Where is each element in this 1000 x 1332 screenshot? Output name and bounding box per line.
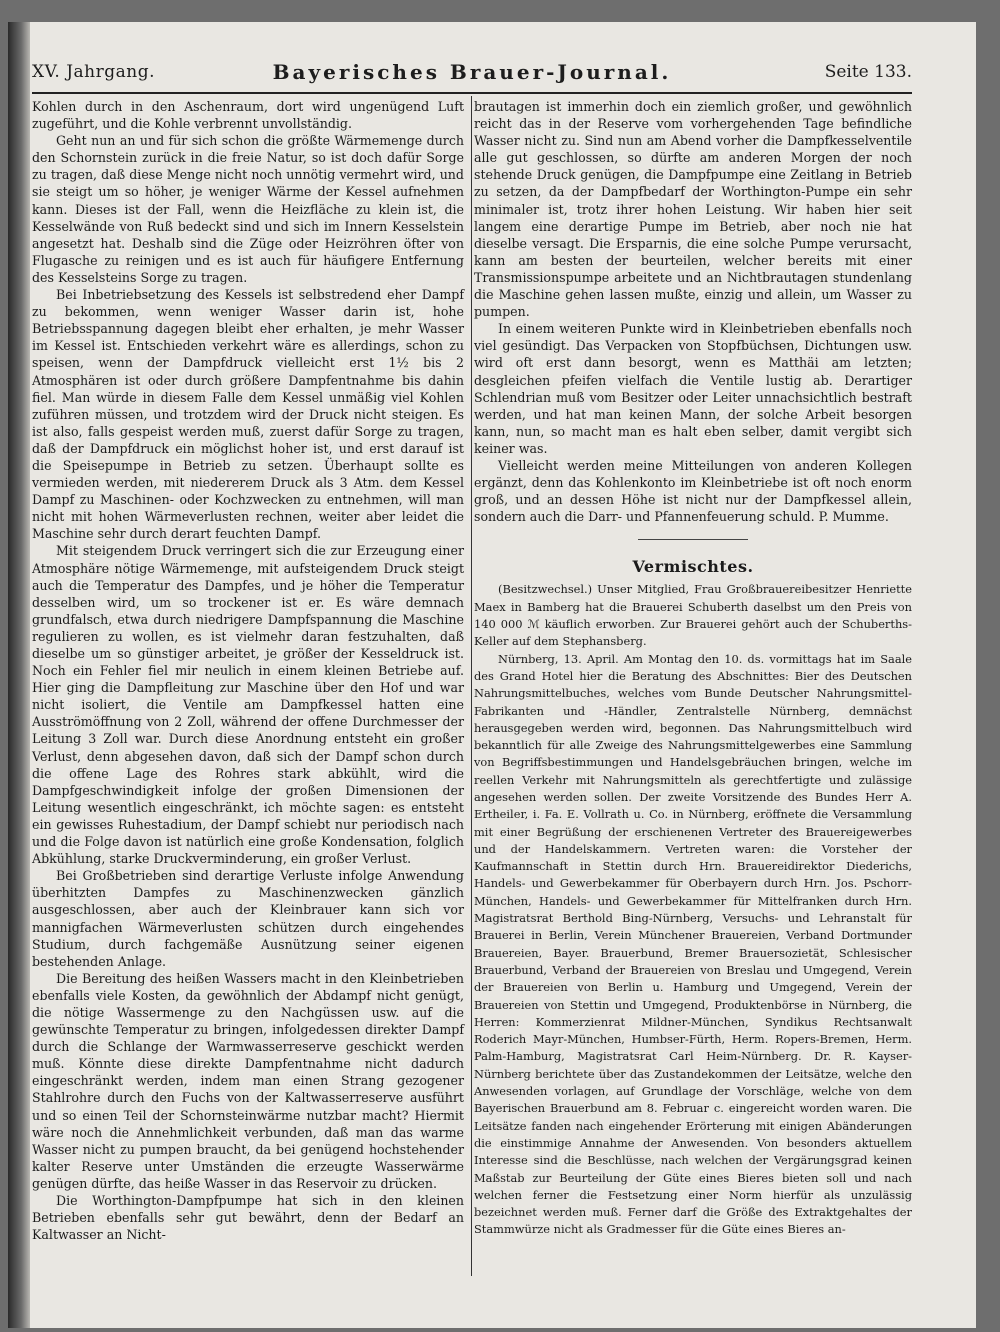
page-header xyxy=(32,60,912,88)
journal-page xyxy=(8,22,976,1328)
left-column xyxy=(32,98,464,1243)
right-column xyxy=(474,98,912,1239)
paragraph xyxy=(474,457,912,525)
news-item: (Besitzwechsel.) Unser Mitglied, Frau Großbrauereibesitzer Henriette Maex in Bamberg hat die Brauerei Schuberth daselbst um den Preis von 140 000 ℳ käuflich erworben. Zur Brauerei gehört auch der Schuberths-Keller auf dem Stephansberg. xyxy=(474,582,912,649)
paragraph: Bei Inbetriebsetzung des Kessels ist selbstredend eher Dampf zu bekommen, wenn weniger Wasser darin ist, hohe Betriebsspannung dagegen bleibt eher erhalten, je mehr Wasser im Kessel ist. Entschieden verkehrt wäre es allerdings, schon zu speisen, wenn der Dampfdruck vielleicht erst 1½ bis 2 Atmosphären ist oder durch größere Dampfentnahme bis dahin fiel. Man würde in diesem Falle dem Kessel unmäßig viel Kohlen zuführen müssen, und trotzdem wird der Druck nicht steigen. Es ist also, falls gespeist werden muß, zuerst dafür Sorge zu tragen, daß der Dampfdruck ein möglichst hoher ist, und erst darauf ist die Speisepumpe in Betrieb zu setzen. Überhaupt sollte es vermieden werden, mit niedererem Druck als 3 Atm. dem Kessel Dampf zu Maschinen- oder Kochzwecken zu entnehmen, will man nicht mit hohen Wärmeverlusten rechnen, weiter aber leidet die Maschine sehr durch derart feuchten Dampf. xyxy=(32,287,464,542)
paragraph: Kohlen durch in den Aschenraum, dort wird ungenügend Luft zugeführt, und die Kohle verbrennt unvollständig. xyxy=(32,99,464,132)
paragraph-text: Vielleicht werden meine Mitteilungen von anderen Kollegen ergänzt, denn das Kohlenkonto im Kleinbetriebe ist oft noch enorm groß, und an dessen Höhe ist nicht nur der Dampfkessel allein, sondern auch die Darr- und Pfannenfeuerung schuld. xyxy=(474,457,912,525)
paragraph: In einem weiteren Punkte wird in Kleinbetrieben ebenfalls noch viel gesündigt. Das Verpacken von Stopfbüchsen, Dichtungen usw. wird oft erst dann besorgt, wenn es Matthäi am letzten; desgleichen pfeifen vielfach die Ventile lustig ab. Derartiger Schlendrian muß vom Besitzer oder Leiter unnachsichtlich bestraft werden, und hat man keinen Mann, der solche Arbeit besorgen kann, nun, so macht man es halt eben selber, damit vergibt sich keiner was. xyxy=(474,321,912,456)
paragraph: Geht nun an und für sich schon die größte Wärmemenge durch den Schornstein zurück in die freie Natur, so ist doch dafür Sorge zu tragen, daß diese Menge nicht noch unnötig vermehrt wird, und sie steigt um so höher, je weniger Wärme der Kessel aufnehmen kann. Dieses ist der Fall, wenn die Heizfläche zu klein ist, die Kesselwände von Ruß bedeckt sind und sich im Innern Kesselstein angesetzt hat. Deshalb sind die Züge oder Heizröhren öfter von Flugasche zu reinigen und es ist auch für häufigere Entfernung des Kesselsteins Sorge zu tragen. xyxy=(32,133,464,285)
section-heading: Vermischtes. xyxy=(632,557,754,577)
column-divider xyxy=(471,96,472,1276)
paragraph: brautagen ist immerhin doch ein ziemlich großer, und gewöhnlich reicht das in der Reserve vom vorhergehenden Tage befindliche Wasser nicht zu. Sind nun am Abend vorher die Dampfkesselventile alle gut geschlossen, so dürfte am anderen Morgen der noch stehende Druck genügen, die Dampfpumpe eine Zeitlang in Betrieb zu setzen, da der Dampfbedarf der Worthington-Pumpe ein sehr minimaler ist, trotz ihrer hohen Leistung. Wir haben hier seit langem eine derartige Pumpe im Betrieb, aber noch nie hat dieselbe versagt. Die Ersparnis, die eine solche Pumpe verursacht, kann am besten der beurteilen, welcher bereits mit einer Transmissionspumpe arbeitete und an Nichtbrautagen stundenlang die Maschine gehen lassen mußte, einzig und allein, um Wasser zu pumpen. xyxy=(474,99,912,320)
volume-label: XV. Jahrgang. xyxy=(32,62,155,82)
header-rule xyxy=(32,92,912,94)
section-rule xyxy=(638,539,748,540)
page-number: Seite 133. xyxy=(824,62,912,82)
paragraph: Bei Großbetrieben sind derartige Verluste infolge Anwendung überhitzten Dampfes zu Maschinenzwecken gänzlich ausgeschlossen, aber auch der Kleinbrauer kann sich vor mannigfachen Wärmeverlusten schützen durch eingehendes Studium, durch fachgemäße Ausnützung seiner eigenen bestehenden Anlage. xyxy=(32,868,464,969)
journal-title: Bayerisches Brauer-Journal. xyxy=(272,60,672,84)
news-item: Nürnberg, 13. April. Am Montag den 10. ds. vormittags hat im Saale des Grand Hotel hier die Beratung des Abschnittes: Bier des Deutschen Nahrungsmittelbuches, welches vom Bunde Deutscher Nahrungsmittel-Fabrikanten und -Händler, Zentralstelle Nürnberg, demnächst herausgegeben werden wird, begonnen. Das Nahrungsmittelbuch wird bekanntlich für alle Zweige des Nahrungsmittelgewerbes eine Sammlung von Begriffsbestimmungen und Handelsgebräuchen bringen, welche im reellen Verkehr mit Nahrungsmitteln als gerechtfertigte und zulässige angesehen werden sollen. Der zweite Vorsitzende des Bundes Herr A. Ertheiler, i. Fa. E. Vollrath u. Co. in Nürnberg, eröffnete die Versammlung mit einer Begrüßung der erschienenen Vertreter des Brauereigewerbes und der Handelskammern. Vertreten waren: die Vorsteher der Kaufmannschaft in Stettin durch Hrn. Brauereidirektor Diederichs, Handels- und Gewerbekammer für Oberbayern durch Hrn. Jos. Pschorr-München, Handels- und Gewerbekammer für Mittelfranken durch Hrn. Magistratsrat Berthold Bing-Nürnberg, Versuchs- und Lehranstalt für Brauerei in Berlin, Verein Münchener Brauereien, Verband Dortmunder Brauereien, Bayer. Brauerbund, Bremer Brauersozietät, Schlesischer Brauerbund, Verband der Brauereien von Breslau und Umgegend, Verein der Brauereien von Berlin u. Hamburg und Umgegend, Verein der Brauereien von Stettin und Umgegend, Produktenbörse in Nürnberg, die Herren: Kommerzienrat Mildner-München, Syndikus Rechtsanwalt Roderich Mayr-München, Humbser-Fürth, Herm. Ropers-Bremen, Herm. Palm-Hamburg, Magistratsrat Carl Heim-Nürnberg. Dr. R. Kayser-Nürnberg berichtete über das Zustandekommen der Leitsätze, welche den Anwesenden vorlagen, auf Grundlage der Vorschläge, welche von dem Bayerischen Brauerbund am 8. Februar c. eingereicht worden waren. Die Leitsätze fanden nach eingehender Erörterung mit einigen Abänderungen die einstimmige Annahme der Anwesenden. Von besonders aktuellem Interesse sind die Beschlüsse, nach welchen der Vergärungsgrad keinen Maßstab zur Beurteilung der Güte eines Bieres bieten soll und nach welchen ferner die Festsetzung einer Norm hierfür als unzulässig bezeichnet werden muß. Ferner darf die Größe des Extraktgehaltes der Stammwürze nicht als Gradmesser für die Güte eines Bieres an- xyxy=(474,651,912,1237)
paragraph: Die Worthington-Dampfpumpe hat sich in den kleinen Betrieben ebenfalls sehr gut bewährt, denn der Bedarf an Kaltwasser an Nicht- xyxy=(32,1193,464,1243)
author-signature: P. Mumme. xyxy=(818,509,889,525)
paragraph: Mit steigendem Druck verringert sich die zur Erzeugung einer Atmosphäre nötige Wärmemenge, mit aufsteigendem Druck steigt auch die Temperatur des Dampfes, und je höher die Temperatur desselben wird, um so trockener ist er. Es wäre demnach grundfalsch, etwa durch niedrigere Dampfspannung die Maschine regulieren zu wollen, es ist vielmehr daran festzuhalten, daß dieselbe um so günstiger arbeitet, je größer der Kesseldruck ist. Noch ein Fehler fiel mir neulich in einem kleinen Betriebe auf. Hier ging die Dampfleitung zur Maschine über den Hof und war nicht isoliert, die Ventile am Dampfkessel hatten eine Ausströmöffnung von 2 Zoll, während der offene Durchmesser der Leitung 3 Zoll war. Durch diese Anordnung entsteht ein großer Verlust, denn abgesehen davon, daß sich der Dampf schon durch die offene Lage des Rohres stark abkühlt, wird die Dampfgeschwindigkeit infolge der großen Dimensionen der Leitung wesentlich eingeschränkt, ich möchte sagen: es entsteht ein gewisses Ruhestadium, der Dampf schiebt nur periodisch nach und die Folge davon ist natürlich eine große Kondensation, folglich Abkühlung, starke Druckverminderung, ein großer Verlust. xyxy=(32,543,464,867)
book-spine xyxy=(8,22,30,1328)
paragraph: Die Bereitung des heißen Wassers macht in den Kleinbetrieben ebenfalls viele Kosten, da gewöhnlich der Abdampf nicht genügt, die nötige Wassermenge zu den Nachgüssen usw. auf die gewünschte Temperatur zu bringen, infolgedessen direkter Dampf durch die Schlange der Warmwasserreserve geschickt werden muß. Könnte diese direkte Dampfentnahme nicht dadurch eingeschränkt werden, indem man einen Strang gezogener Stahlrohre durch den Fuchs von der Kaltwasserreserve ausführt und so einen Teil der Schornsteinwärme nutzbar macht? Hiermit wäre noch die Annehmlichkeit verbunden, daß man das warme Wasser nicht zu pumpen braucht, da bei genügend hochstehender kalter Reserve unter Umständen die erzeugte Wasserwärme genügen dürfte, das heiße Wasser in das Reservoir zu drücken. xyxy=(32,970,464,1191)
